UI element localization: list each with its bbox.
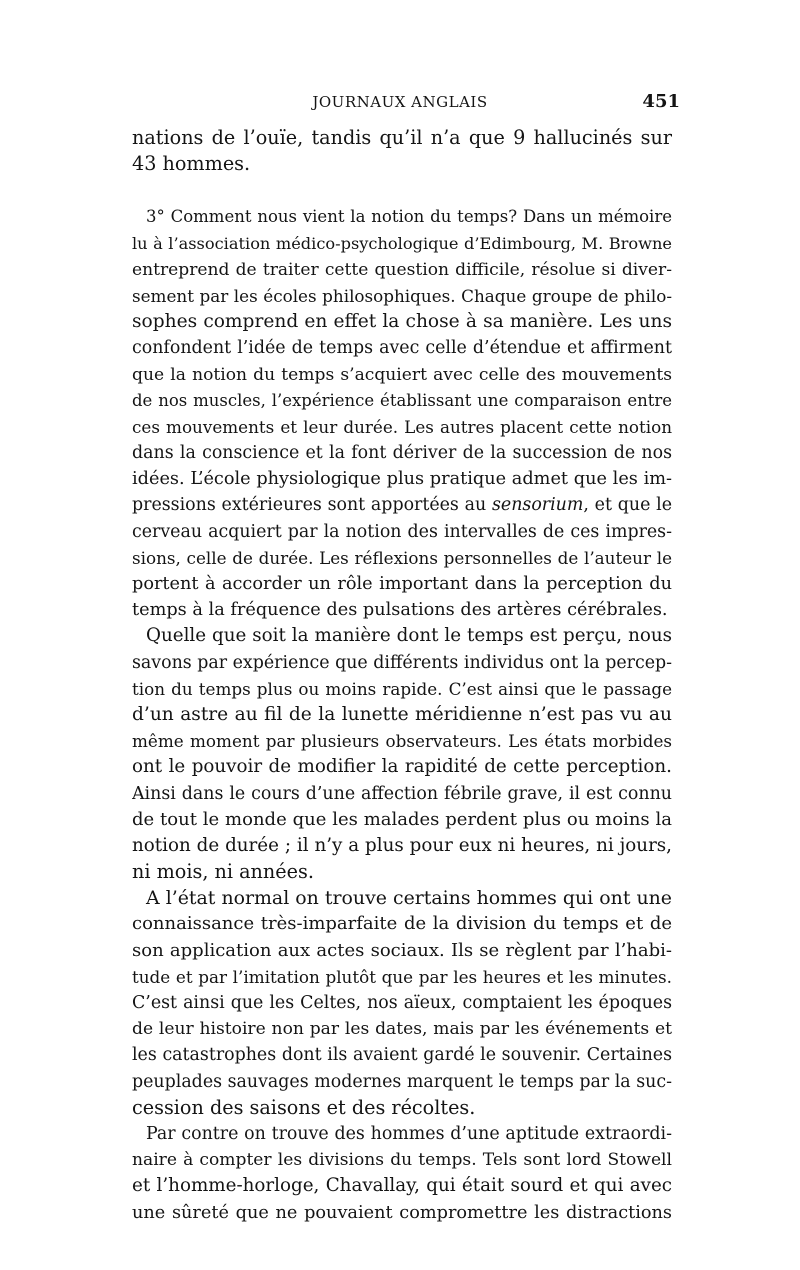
text-line: d’un astre au fil de la lunette méridienne n’est pas vu au — [132, 703, 672, 725]
text-line-mixed — [132, 492, 672, 518]
text-line: entreprend de traiter cette question difficile, résolue si diver- — [132, 259, 672, 280]
body-text — [132, 125, 672, 1226]
text-line: C’est ainsi que les Celtes, nos aïeux, comptaient les époques — [132, 993, 672, 1013]
text-line: cerveau acquiert par la notion des intervalles de ces impres- — [132, 521, 672, 542]
text-line: connaissance très-imparfaite de la division du temps et de — [132, 913, 672, 935]
text-line: A l’état normal on trouve certains hommes qui ont une — [146, 887, 672, 910]
text-line: de nos muscles, l’expérience établissant une comparaison entre — [132, 390, 672, 410]
italic-term: sensorium — [491, 495, 584, 516]
text-line: sement par les écoles philosophiques. Chaque groupe de philo- — [132, 285, 672, 306]
text-line: ni mois, ni années. — [132, 860, 314, 884]
text-line: et l’homme-horloge, Chavallay, qui était sourd et qui avec — [132, 1175, 672, 1197]
text-line: une sûreté que ne pouvaient compromettre les distractions — [132, 1202, 672, 1223]
text-line: 43 hommes. — [132, 152, 251, 176]
text-line: idées. L’école physiologique plus pratique admet que les im- — [132, 469, 672, 490]
text-line: ces mouvements et leur durée. Les autres placent cette notion — [132, 416, 672, 437]
text-line: temps à la fréquence des pulsations des artères cérébrales. — [132, 600, 668, 621]
text-line: ont le pouvoir de modifier la rapidité de cette perception. — [132, 756, 672, 778]
text-line: tude et par l’imitation plutôt que par les heures et les minutes. — [132, 966, 672, 987]
text-line: dans la conscience et la font dériver de la succession de nos — [132, 443, 672, 464]
text-line: Quelle que soit la manière dont le temps est perçu, nous — [146, 625, 672, 647]
text-line: 3° Comment nous vient la notion du temps? Dans un mémoire — [146, 207, 672, 227]
text-line: Par contre on trouve des hommes d’une aptitude extraordi- — [146, 1123, 672, 1144]
running-head — [120, 90, 680, 114]
text-line: lu à l’association médico-psychologique d’Edimbourg, M. Browne — [132, 233, 672, 253]
text-line: nations de l’ouïe, tandis qu’il n’a que 9 hallucinés sur — [132, 126, 672, 149]
text-line: sions, celle de durée. Les réflexions personnelles de l’auteur le — [132, 547, 672, 568]
page-number: 451 — [642, 91, 680, 112]
text-line: que la notion du temps s’acquiert avec celle des mouvements — [132, 364, 672, 385]
text-segment: pressions extérieures sont apportées au — [132, 495, 487, 516]
text-line: de leur histoire non par les dates, mais par les événements et — [132, 1019, 672, 1040]
text-line: peuplades sauvages modernes marquent le temps par la suc- — [132, 1071, 672, 1092]
running-title: JOURNAUX ANGLAIS — [312, 93, 488, 111]
text-line: savons par expérience que différents individus ont la percep- — [132, 652, 672, 673]
text-line: Ainsi dans le cours d’une affection fébrile grave, il est connu — [132, 783, 672, 804]
text-line: notion de durée ; il n’y a plus pour eux ni heures, ni jours, — [132, 834, 672, 856]
text-line: confondent l’idée de temps avec celle d’étendue et affirment — [132, 338, 672, 359]
text-line: sophes comprend en effet la chose à sa manière. Les uns — [132, 311, 672, 333]
text-line: son application aux actes sociaux. Ils se règlent par l’habi- — [132, 939, 672, 961]
text-line: cession des saisons et des récoltes. — [132, 1095, 476, 1119]
text-line: de tout le monde que les malades perdent plus ou moins la — [132, 808, 672, 830]
text-line: tion du temps plus ou moins rapide. C’est ainsi que le passage — [132, 678, 672, 699]
text-line: portent à accorder un rôle important dans la perception du — [132, 574, 672, 594]
text-segment: , et que le — [583, 495, 672, 516]
text-line: les catastrophes dont ils avaient gardé le souvenir. Certaines — [132, 1045, 672, 1066]
paragraph-gap — [132, 177, 672, 204]
text-line: même moment par plusieurs observateurs. Les états morbides — [132, 731, 672, 752]
text-line: naire à compter les divisions du temps. Tels sont lord Stowell — [132, 1150, 672, 1171]
